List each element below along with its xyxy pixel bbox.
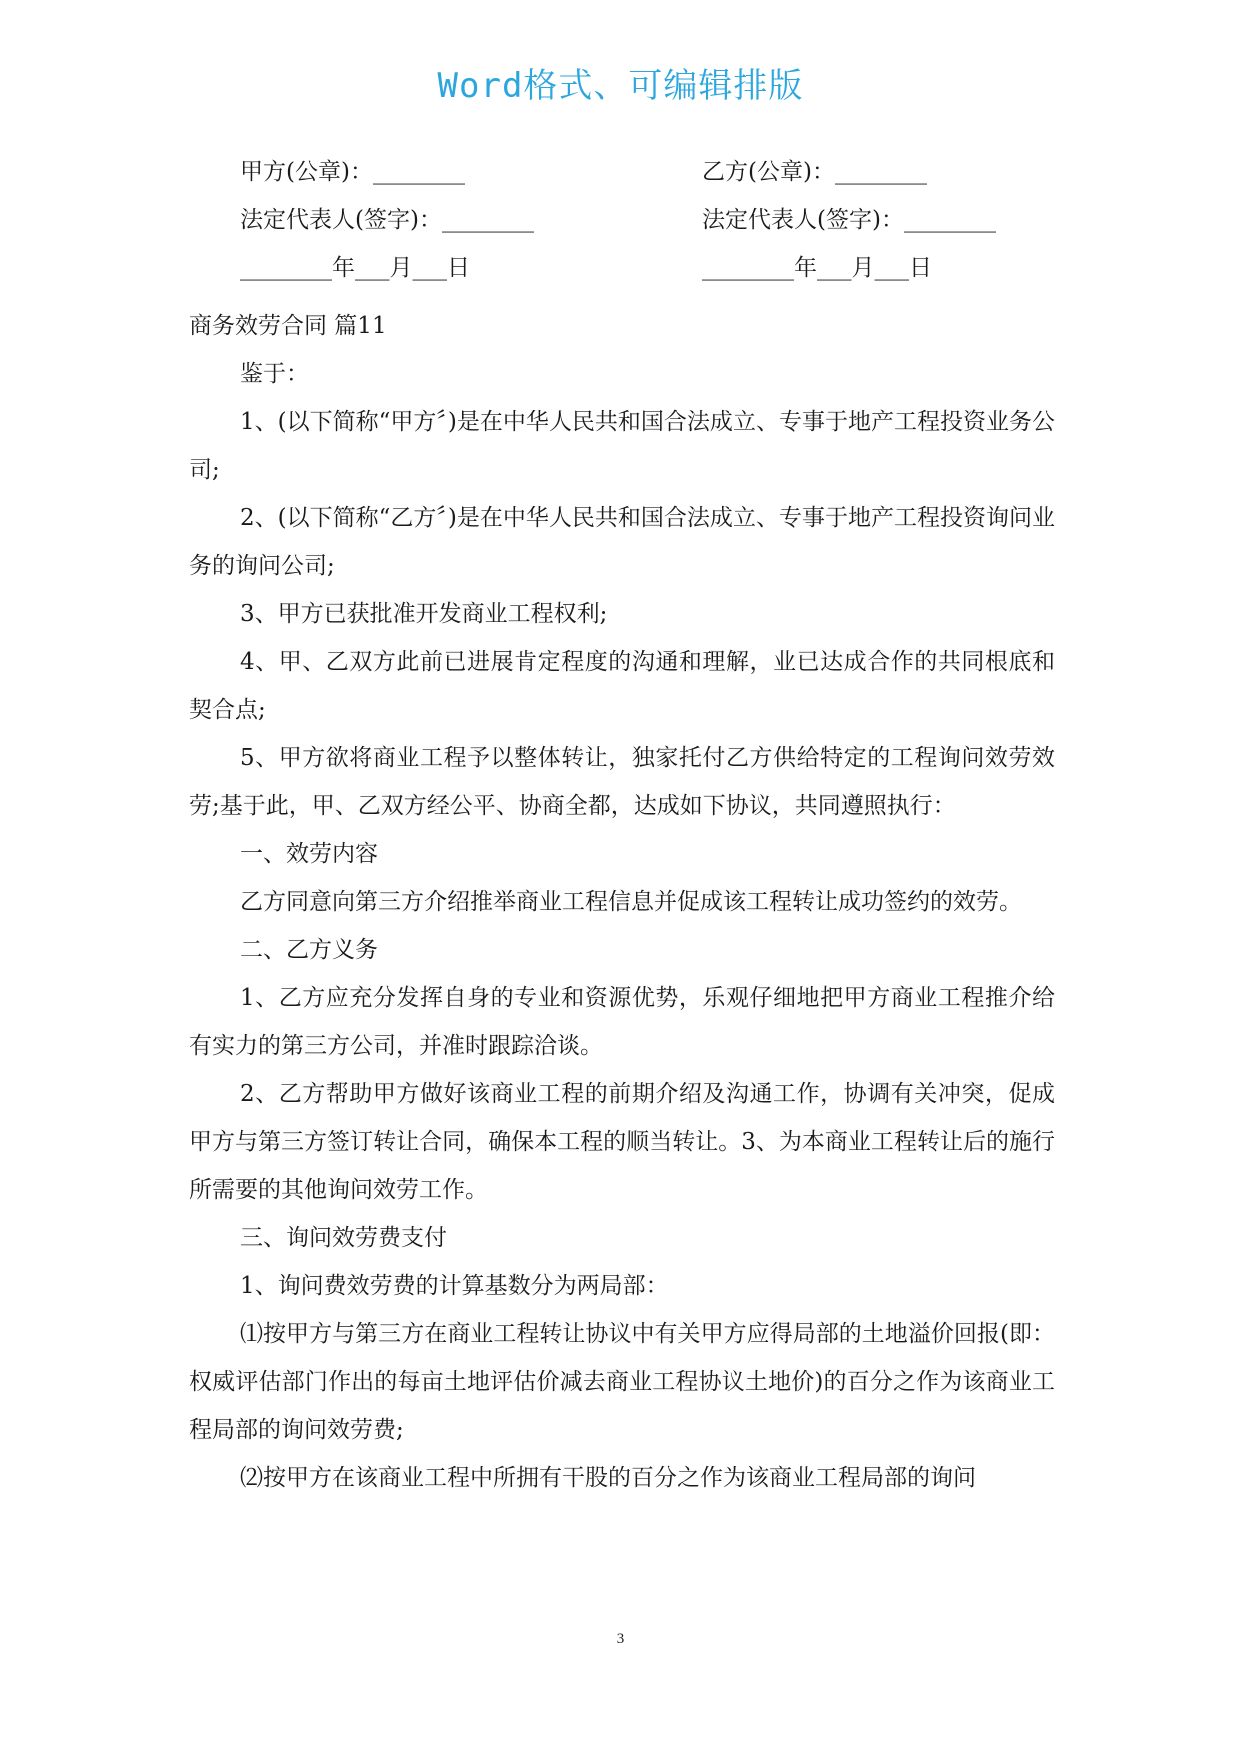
party-b-date: ________年___月___日	[702, 255, 932, 281]
recital-2: 2、(以下简称“乙方〞)是在中华人民共和国合法成立、专事于地产工程投资询问业务的询问公司;	[189, 505, 1055, 579]
contract-body	[189, 302, 1055, 1502]
page-number: 3	[616, 1631, 625, 1647]
fee-clause-1: 1、询问费效劳费的计算基数分为两局部：	[240, 1273, 669, 1299]
recital-5: 5、甲方欲将商业工程予以整体转让，独家托付乙方供给特定的工程询问效劳效劳;基于此，甲、乙双方经公平、协商全都，达成如下协议，共同遵照执行：	[189, 745, 1055, 819]
signature-row-seal	[0, 152, 1241, 192]
signature-row-representative	[0, 200, 1241, 240]
recital-4: 4、甲、乙双方此前已进展肯定程度的沟通和理解，业已达成合作的共同根底和契合点;	[189, 649, 1055, 723]
heading-service-content: 一、效劳内容	[240, 841, 378, 867]
fee-clause-1-item-2: ⑵按甲方在该商业工程中所拥有干股的百分之作为该商业工程局部的询问	[240, 1465, 976, 1491]
party-b-representative: 法定代表人(签字)：________	[702, 207, 996, 233]
obligation-2: 2、乙方帮助甲方做好该商业工程的前期介绍及沟通工作，协调有关冲突，促成甲方与第三方签订转让合同，确保本工程的顺当转让。3、为本商业工程转让后的施行所需要的其他询问效劳工作。	[189, 1081, 1055, 1203]
party-b-seal: 乙方(公章)：________	[702, 159, 927, 185]
heading-fee-payment: 三、询问效劳费支付	[240, 1225, 447, 1251]
intro-paragraph: 鉴于：	[240, 361, 309, 387]
party-a-representative: 法定代表人(签字)：________	[240, 207, 534, 233]
obligation-1: 1、乙方应充分发挥自身的专业和资源优势，乐观仔细地把甲方商业工程推介给有实力的第三方公司，并准时跟踪洽谈。	[189, 985, 1055, 1059]
recital-1: 1、(以下简称“甲方〞)是在中华人民共和国合法成立、专事于地产工程投资业务公司;	[189, 409, 1055, 483]
party-a-seal: 甲方(公章)：________	[240, 159, 465, 185]
recital-3: 3、甲方已获批准开发商业工程权利;	[240, 601, 608, 627]
heading-party-b-obligations: 二、乙方义务	[240, 937, 378, 963]
party-a-date: ________年___月___日	[240, 255, 470, 281]
fee-clause-1-item-1: ⑴按甲方与第三方在商业工程转让协议中有关甲方应得局部的土地溢价回报(即：权威评估部门作出的每亩土地评估价减去商业工程协议土地价)的百分之作为该商业工程局部的询问效劳费;	[189, 1321, 1055, 1443]
service-content-paragraph: 乙方同意向第三方介绍推举商业工程信息并促成该工程转让成功签约的效劳。	[240, 889, 1022, 915]
signature-row-date	[0, 248, 1241, 288]
header-title: Word格式、可编辑排版	[437, 66, 804, 106]
section-title: 商务效劳合同 篇11	[189, 313, 387, 339]
